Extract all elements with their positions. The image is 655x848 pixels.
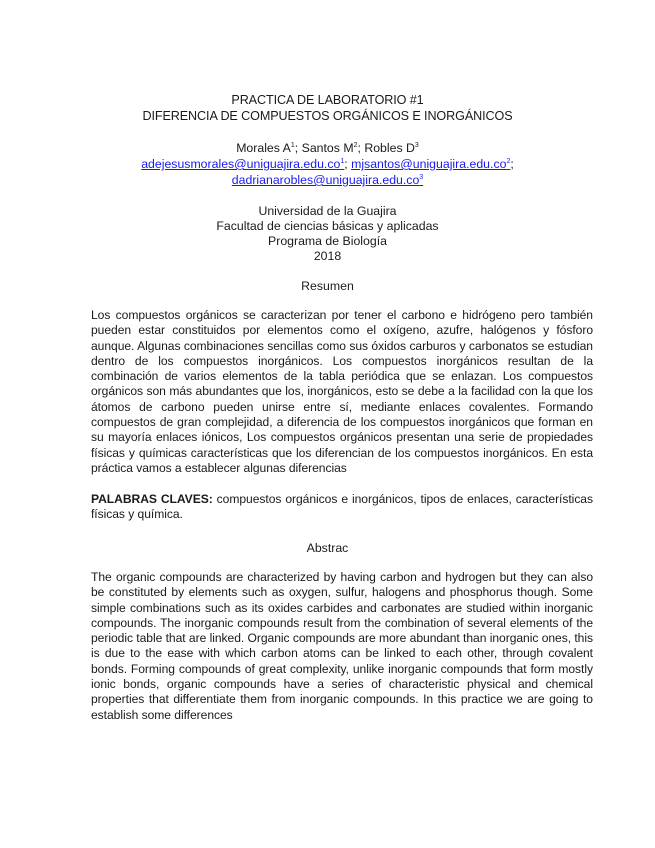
email-link-morales[interactable]: $adejesusmorales@uniguajira.edu.co^1$ [141, 157, 345, 171]
title-line-2: DIFERENCIA DE COMPUESTOS ORGÁNICOS E INORGÁNICOS [142, 109, 513, 123]
keywords-text: compuestos orgánicos e inorgánicos, tipos de enlaces, características físicas y química. [91, 492, 593, 522]
resumen-paragraph: Los compuestos orgánicos se caracterizan por tener el carbono e hidrógeno pero también pueden estar constituidos por elementos como el oxígeno, azufre, halógenos y fósforo aunque. Algunas combinaciones sencillas como sus óxidos carburos y carbonatos se estudian dentro de los compuestos inorgánicos. Los compuestos inorgánicos resultan de la combinación de varios elementos de la tabla periódica que se enlazan. Los compuestos orgánicos son más abundantes que los, inorgánicos, esto se debe a la facilidad con la que los átomos de carbono pueden unirse entre sí, mediante enlaces covalentes. Formando compuestos de gran complejidad, a diferencia de los compuestos inorgánicos que forman en su mayoría enlaces iónicos, Los compuestos orgánicos presentan una serie de propiedades físicas y químicas características que los diferencian de los compuestos inorgánicos. En esta práctica vamos a establecer algunas diferencias [91, 308, 593, 475]
keywords-paragraph [91, 492, 593, 523]
author-sup: 1 [290, 141, 295, 149]
author-sup: 3 [414, 141, 419, 149]
faculty: Facultad de ciencias básicas y aplicadas [216, 219, 439, 233]
author-emails-line-1: $adejesusmorales@uniguajira.edu.co^1$; $mjsantos@uniguajira.edu.co^2$; [141, 157, 514, 171]
email-link-robles[interactable]: $dadrianarobles@uniguajira.edu.co^3$ [231, 173, 424, 187]
title-line-1: PRACTICA DE LABORATORIO #1 [231, 93, 424, 107]
author-name: Morales A [236, 141, 291, 155]
program: Programa de Biología [268, 234, 387, 248]
keywords-label: PALABRAS CLAVES: [91, 492, 213, 506]
abstract-heading: Abstrac [306, 541, 349, 555]
resumen-heading: Resumen [301, 279, 354, 293]
abstract-paragraph: The organic compounds are characterized by having carbon and hydrogen but they can also be constituted by elements such as oxygen, sulfur, halogens and phosphorus though. Some simple combinations such as its oxides carbides and carbonates are studied within inorganic compounds. The inorganic compounds result from the combination of several elements of the periodic table that are linked. Organic compounds are more abundant than inorganic ones, this is due to the ease with which carbon atoms can be linked to each other, through covalent bonds. Forming compounds of great complexity, unlike inorganic compounds that form mostly ionic bonds, organic compounds have a series of characteristic physical and chemical properties that differentiate them from inorganic compounds. In this practice we are going to establish some differences [91, 570, 593, 722]
author-name: Santos M [301, 141, 354, 155]
university: Universidad de la Guajira [258, 204, 397, 218]
author-emails-line-2 [0, 172, 655, 188]
year: 2018 [313, 249, 342, 263]
author-names: Morales $A^1$; Santos $M^2$; Robles $D^3$ [236, 141, 419, 155]
email-link-santos[interactable]: $mjsantos@uniguajira.edu.co^2$ [351, 157, 511, 171]
author-name: Robles D [364, 141, 415, 155]
author-sup: 2 [353, 141, 358, 149]
